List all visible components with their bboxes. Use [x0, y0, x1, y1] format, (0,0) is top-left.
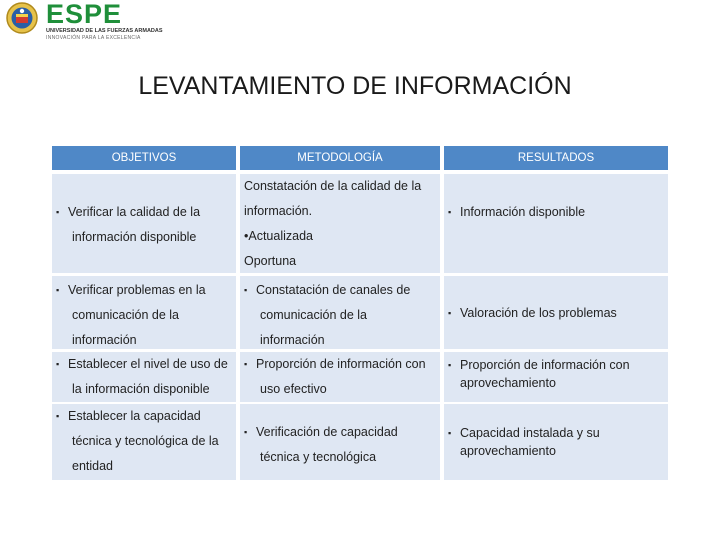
- table-row-2-objetivo: [52, 276, 236, 349]
- metodologia-text: Constatación de canales de: [256, 283, 411, 297]
- metodologia-text: información.: [244, 204, 313, 218]
- table-row-1-metodologia: [240, 174, 440, 273]
- metodologia-text: Verificación de capacidad: [256, 425, 398, 439]
- bullet-icon: ▪: [244, 427, 248, 437]
- objetivo-text: información: [72, 333, 137, 347]
- table-row-2-metodologia: [240, 276, 440, 349]
- bullet-icon: ▪: [244, 285, 248, 295]
- bullet-icon: ▪: [448, 428, 452, 438]
- resultado-text: Proporción de información con: [460, 358, 630, 372]
- objetivo-text: información disponible: [72, 230, 197, 244]
- table-row-3-objetivo: [52, 352, 236, 402]
- objetivo-text: Verificar la calidad de la: [68, 205, 201, 219]
- metodologia-text: comunicación de la: [260, 308, 368, 322]
- logo-university-name: UNIVERSIDAD DE LAS FUERZAS ARMADAS: [46, 28, 163, 34]
- objetivo-text: Establecer la capacidad: [68, 409, 201, 423]
- objetivo-text: Establecer el nivel de uso de: [68, 357, 228, 371]
- metodologia-text: Oportuna: [244, 254, 297, 268]
- objetivo-text: la información disponible: [72, 382, 210, 396]
- header-metodologia: METODOLOGÍA: [240, 146, 440, 170]
- bullet-icon: ▪: [244, 359, 248, 369]
- resultado-text: aprovechamiento: [460, 376, 556, 390]
- table-row-4-objetivo: [52, 404, 236, 480]
- objetivo-text: técnica y tecnológica de la: [72, 434, 219, 448]
- table-row-3-metodologia: [240, 352, 440, 402]
- resultado-text: Valoración de los problemas: [460, 306, 617, 320]
- bullet-icon: ▪: [56, 285, 60, 295]
- bullet-icon: ▪: [56, 411, 60, 421]
- objetivo-text: entidad: [72, 459, 114, 473]
- bullet-icon: ▪: [448, 308, 452, 318]
- table-row-4-resultado: [444, 404, 668, 480]
- metodologia-text: Proporción de información con: [256, 357, 426, 371]
- university-seal-icon: [6, 2, 38, 34]
- table-row-4-metodologia: [240, 404, 440, 480]
- bullet-icon: ▪: [448, 360, 452, 370]
- objetivo-text: comunicación de la: [72, 308, 180, 322]
- table-row-1-resultado: [444, 174, 668, 273]
- page-title: LEVANTAMIENTO DE INFORMACIÓN: [138, 72, 572, 100]
- table-row-1-objetivo: [52, 174, 236, 273]
- resultado-text: aprovechamiento: [460, 444, 556, 458]
- bullet-icon: ▪: [448, 207, 452, 217]
- espe-logo: [6, 0, 163, 42]
- objetivo-text: Verificar problemas en la: [68, 283, 206, 297]
- logo-brand: ESPE: [46, 0, 123, 29]
- metodologia-text: técnica y tecnológica: [260, 450, 377, 464]
- metodologia-text: información: [260, 333, 325, 347]
- bullet-icon: ▪: [56, 207, 60, 217]
- logo-tagline: INNOVACIÓN PARA LA EXCELENCIA: [46, 35, 141, 41]
- metodologia-text: Constatación de la calidad de la: [244, 179, 422, 193]
- resultado-text: Capacidad instalada y su: [460, 426, 600, 440]
- bullet-icon: ▪: [56, 359, 60, 369]
- header-resultados: RESULTADOS: [444, 146, 668, 170]
- metodologia-text: uso efectivo: [260, 382, 327, 396]
- resultado-text: Información disponible: [460, 205, 586, 219]
- header-objetivos: OBJETIVOS: [52, 146, 236, 170]
- table-row-2-resultado: [444, 276, 668, 349]
- metodologia-text: •Actualizada: [244, 229, 314, 243]
- table-row-3-resultado: [444, 352, 668, 402]
